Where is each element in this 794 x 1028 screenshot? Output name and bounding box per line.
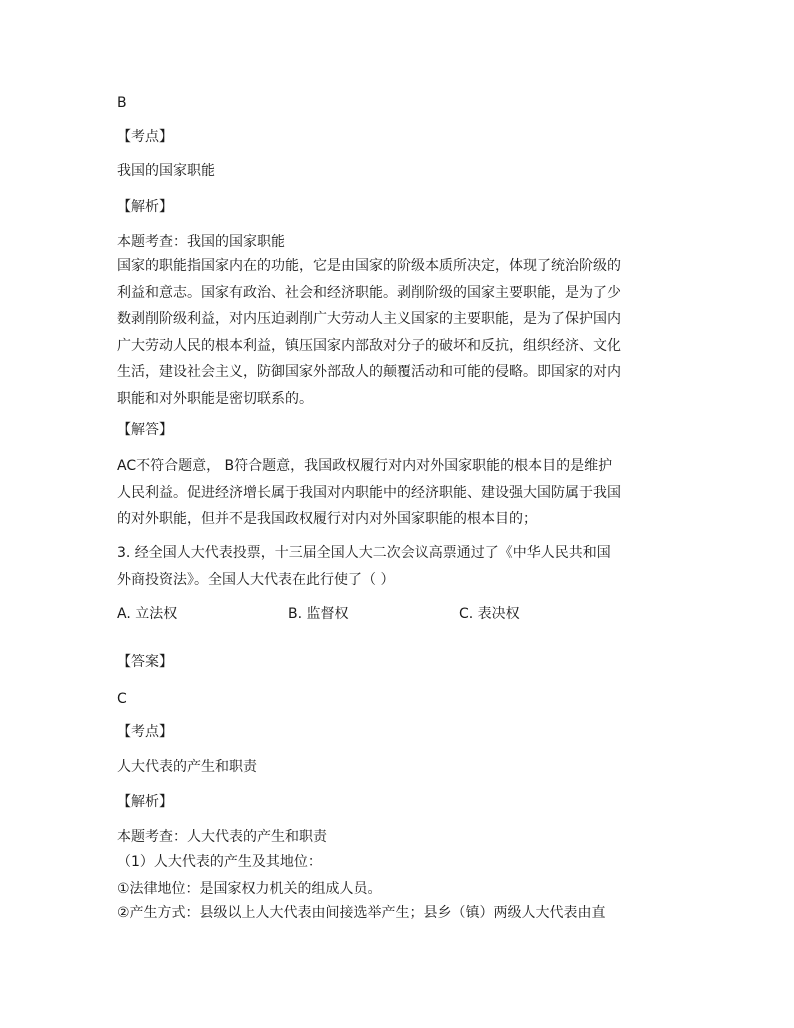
q3-jiexi-label: 【解析】 (117, 794, 173, 810)
q3-answer: C (117, 691, 127, 707)
q3-option-c: C. 表决权 (459, 606, 520, 622)
q3-option-b: B. 监督权 (288, 606, 349, 622)
q2-kaodian-label: 【考点】 (117, 129, 173, 145)
q3-question-line: 3. 经全国人大代表投票，十三届全国人大二次会议高票通过了《中华人民共和国 (117, 545, 611, 561)
q2-jiexi-intro: 本题考查：我国的国家职能 (117, 234, 285, 250)
q3-jiexi-line: ①法律地位：是国家权力机关的组成人员。 (117, 881, 382, 897)
q2-jiexi-line: 国家的职能指国家内在的功能，它是由国家的阶级本质所决定，体现了统治阶级的 (117, 258, 621, 274)
q2-jiexi-line: 职能和对外职能是密切联系的。 (117, 390, 313, 407)
q2-jieda-line: 人民利益。促进经济增长属于我国对内职能中的经济职能、建设强大国防属于我国 (117, 484, 621, 501)
q3-question-line: 外商投资法》。全国人大代表在此行使了（ ） (117, 571, 395, 588)
q2-jieda-line: 的对外职能，但并不是我国政权履行对内对外国家职能的根本目的； (117, 511, 537, 527)
q2-jieda-line: AC不符合题意， B符合题意，我国政权履行对内对外国家职能的根本目的是维护 (117, 458, 613, 474)
q2-jiexi-line: 数剥削阶级利益，对内压迫剥削广大劳动人主义国家的主要职能，是为了保护国内 (117, 311, 621, 327)
q3-answer-label: 【答案】 (117, 654, 173, 670)
q3-option-a: A. 立法权 (117, 606, 178, 622)
q2-jieda-paragraph (117, 453, 679, 533)
q3-jiexi-line: ②产生方式：县级以上人大代表由间接选举产生；县乡（镇）两级人大代表由直 (117, 905, 606, 921)
q2-jiexi-line: 生活，建设社会主义，防御国家外部敌人的颠覆活动和可能的侵略。即国家的对内 (117, 364, 621, 380)
q2-jiexi-paragraph (117, 253, 679, 412)
q2-answer: B (117, 95, 127, 111)
q2-jiexi-label: 【解析】 (117, 199, 173, 215)
q3-jiexi-intro: 本题考查：人大代表的产生和职责 (117, 829, 327, 845)
q2-jiexi-line: 利益和意志。国家有政治、社会和经济职能。剥削阶级的国家主要职能，是为了少 (117, 284, 621, 301)
q2-kaodian: 我国的国家职能 (117, 163, 215, 179)
q2-jieda-label: 【解答】 (117, 422, 173, 438)
q3-question (117, 540, 679, 593)
q3-jiexi-line: （1）人大代表的产生及其地位： (117, 854, 322, 870)
q3-kaodian-label: 【考点】 (117, 724, 173, 740)
q2-jiexi-line: 广大劳动人民的根本利益，镇压国家内部敌对分子的破坏和反抗，组织经济、文化 (117, 337, 621, 354)
q3-kaodian: 人大代表的产生和职责 (117, 759, 257, 775)
